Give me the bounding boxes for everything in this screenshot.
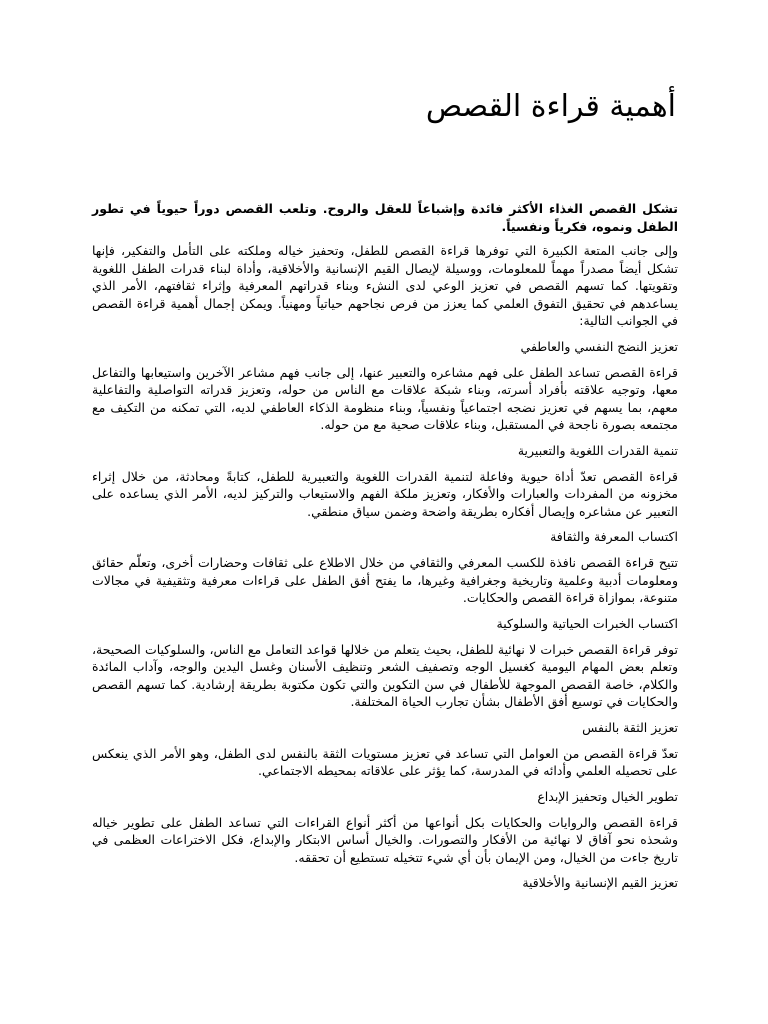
section-heading: اكتساب المعرفة والثقافة [550,529,678,544]
body-paragraph: وإلى جانب المتعة الكبيرة التي توفرها قراءة القصص للطفل، وتحفيز خياله وملكته على التأمل والتفكير، فإنها تشكل أيضاً مصدراً مهماً للمعلومات، ووسيلة لإيصال القيم الإنسانية والأخلاقية، وأداة لبناء قدرات الطفل اللغوية وتقويتها. كما تسهم القصص في تعزيز الوعي لدى النشء وبناء قدراتهم المعرفية وإثراء ثقافتهم، الأمر الذي يساعدهم في تحقيق التفوق العلمي كما يعزز من فرص نجاحهم حياتياً ومهنياً. ويمكن إجمال أهمية قراءة القصص في الجوانب التالية: [92,243,678,328]
section-heading: اكتساب الخبرات الحياتية والسلوكية [496,615,678,631]
section-heading: تعزيز النضج النفسي والعاطفي [520,338,678,354]
section-heading: تعزيز القيم الإنسانية والأخلاقية [522,875,678,890]
intro-paragraph: تشكل القصص الغذاء الأكثر فائدة وإشباعاً للعقل والروح. وتلعب القصص دوراً حيوياً في تطور الطفل ونموه، فكرياً ونفسياً. [92,201,678,234]
section-paragraph: تعدّ قراءة القصص من العوامل التي تساعد في تعزيز مستويات الثقة بالنفس لدى الطفل، وهو الأمر الذي ينعكس على تحصيله العلمي وأدائه في المدرسة، كما يؤثر على علاقاته بمحيطه الاجتماعي. [92,745,678,778]
section-heading: تنمية القدرات اللغوية والتعبيرية [517,442,678,458]
section-paragraph: توفر قراءة القصص خبرات لا نهائية للطفل، بحيث يتعلم من خلالها قواعد التعامل مع الناس، والسلوكيات الصحيحة، وتعلم بعض المهام اليومية كغسيل الوجه وتصفيف الشعر وتنظيف الأسنان وغسل اليدين والوجه، وآداب المائدة والكلام، خاصة القصص الموجهة للأطفال في سن التكوين والتي تكون مكتوبة بطريقة إرشادية. كما تسهم القصص والحكايات في توسيع أفق الأطفال بشأن تجارب الحياة المختلفة. [92,641,678,709]
section-paragraph: قراءة القصص تساعد الطفل على فهم مشاعره والتعبير عنها، إلى جانب فهم مشاعر الآخرين واستيعابها والتفاعل معها، وتوجيه علاقته بأفراد أسرته، وبناء شبكة علاقات مع الناس من حوله، وتعزيز قدراته التواصلية والتفاعلية معهم، بما يسهم في تعزيز نضجه اجتماعياً ونفسياً، وبناء منظومة الذكاء العاطفي لديه، التي تمكنه من التكيف مع مجتمعه بصورة ناجحة في المستقبل، وبناء علاقات صحية مع من حوله. [92,364,678,432]
section-heading: تطوير الخيال وتحفيز الإبداع [537,788,678,804]
section-paragraph: قراءة القصص تعدّ أداة حيوية وفاعلة لتنمية القدرات اللغوية والتعبيرية للطفل، كتابةً ومحادثة، من خلال إثراء مخزونه من المفردات والعبارات والأفكار، وتعزيز ملكة الفهم والاستيعاب والتركيز لديه، الأمر الذي يساعده على التعبير عن مشاعره وإيصال أفكاره بطريقة واضحة وضمن سياق منطقي. [92,468,678,519]
section-paragraph: قراءة القصص والروايات والحكايات بكل أنواعها من أكثر أنواع القراءات التي تساعد الطفل على تطوير خياله وشحذه نحو آفاق لا نهائية من الأفكار والتصورات. والخيال أساس الابتكار والإبداع، فكل الاختراعات العظمى في تاريخ جاءت من الخيال، ومن الإيمان بأن أي شيء تتخيله تستطيع أن تحققه. [92,814,678,865]
section-paragraph: تتيح قراءة القصص نافذة للكسب المعرفي والثقافي من خلال الاطلاع على ثقافات وحضارات أخرى، وتعلّم حقائق ومعلومات أدبية وعلمية وتاريخية وجغرافية وغيرها، ما يفتح أفق الطفل على قراءات معرفية وتثقيفية في مجالات متنوعة، بموازاة قراءة القصص والحكايات. [92,555,678,605]
section-heading: تعزيز الثقة بالنفس [582,719,678,735]
page-title: أهمية قراءة القصص [425,89,676,124]
